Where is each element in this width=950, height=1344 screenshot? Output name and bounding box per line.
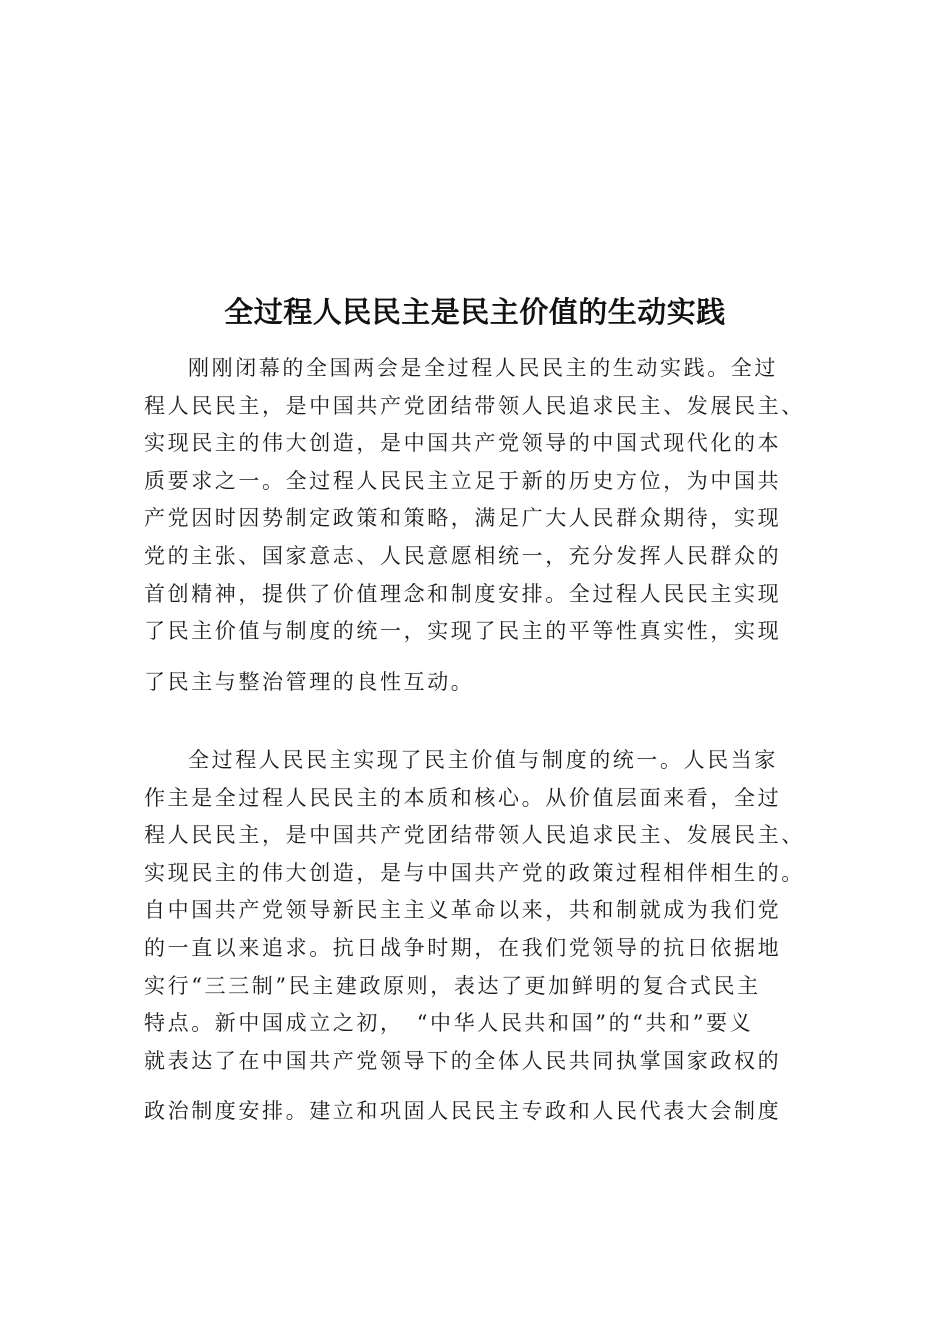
paragraph-line: 程人民民主，是中国共产党团结带领人民追求民主、发展民主、	[144, 823, 805, 848]
paragraph-line: 全过程人民民主实现了民主价值与制度的统一。人民当家	[188, 748, 778, 772]
paragraph-line: 政治制度安排。建立和巩固人民民主专政和人民代表大会制度	[144, 1099, 782, 1124]
paragraph-line: 实现民主的伟大创造，是中国共产党领导的中国式现代化的本	[144, 431, 782, 456]
paragraph-line: 刚刚闭幕的全国两会是全过程人民民主的生动实践。全过	[188, 356, 778, 380]
paragraph-line: 产党因时因势制定政策和策略，满足广大人民群众期待，实现	[144, 506, 782, 531]
document-title: 全过程人民民主是民主价值的生动实践	[224, 295, 726, 329]
paragraph-line: 程人民民主，是中国共产党团结带领人民追求民主、发展民主、	[144, 393, 805, 418]
paragraph-line: 实现民主的伟大创造，是与中国共产党的政策过程相伴相生的。	[144, 860, 805, 885]
paragraph-2	[144, 742, 844, 1131]
paragraph-line: 的一直以来追求。抗日战争时期，在我们党领导的抗日依据地	[144, 935, 782, 960]
paragraph-line: 自中国共产党领导新民主主义革命以来，共和制就成为我们党	[144, 898, 782, 923]
paragraph-line: 实行“三三制”民主建政原则，表达了更加鲜明的复合式民主	[144, 973, 761, 998]
paragraph-line: 首创精神，提供了价值理念和制度安排。全过程人民民主实现	[144, 581, 782, 606]
paragraph-line: 了民主与整治管理的良性互动。	[144, 669, 475, 694]
paragraph-line: 质要求之一。全过程人民民主立足于新的历史方位，为中国共	[144, 468, 782, 493]
paragraph-line: 了民主价值与制度的统一，实现了民主的平等性真实性，实现	[144, 619, 782, 644]
paragraph-line: 就表达了在中国共产党领导下的全体人民共同执掌国家政权的	[144, 1048, 782, 1073]
paragraph-1	[144, 350, 844, 701]
paragraph-line: 特点。新中国成立之初， “中华人民共和国”的“共和”要义	[144, 1011, 754, 1036]
paragraph-line: 党的主张、国家意志、人民意愿相统一，充分发挥人民群众的	[144, 543, 782, 568]
paragraph-line: 作主是全过程人民民主的本质和核心。从价值层面来看，全过	[144, 785, 782, 810]
